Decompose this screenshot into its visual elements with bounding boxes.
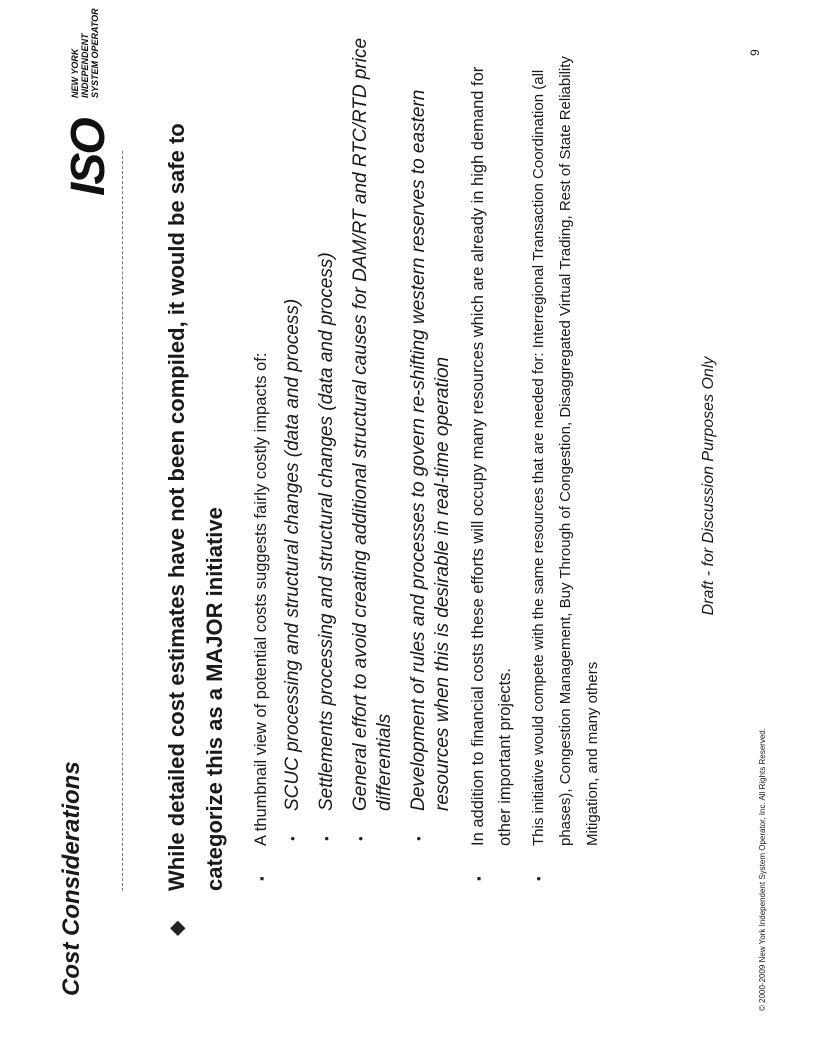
bullet-text: In addition to financial costs these efforts will occupy many resources which are already in high demand for other important projects. [469,66,514,846]
nyiso-logo [62,0,124,196]
bullet-level3 [315,36,339,936]
bullet-level1 [158,36,234,936]
logo-tagline-line: NEW YORK [70,48,80,98]
logo-tagline [70,0,100,98]
dot-bullet-icon: • [531,876,546,881]
bullet-text: SCUC processing and structural changes (data and process) [282,298,303,811]
logo-mark: ISO [62,119,115,196]
draft-note: Draft - for Discussion Purposes Only [700,356,717,616]
dot-bullet-icon: • [319,836,334,841]
bullet-level2 [465,36,519,936]
bullet-text: General effort to avoid creating additional structural causes for DAM/RT and RTC/RTD price differentials [350,37,395,811]
bullet-text: Settlements processing and structural changes (data and process) [316,252,337,811]
page-number: 9 [748,49,762,56]
square-bullet-icon: ▪ [254,876,269,881]
copyright-notice: © 2000-2009 New York Independent System Operator, Inc. All Rights Reserved. [758,728,767,1011]
bullet-level3 [349,36,397,936]
logo-tagline-line: SYSTEM OPERATOR [90,8,100,98]
logo-tagline-line: INDEPENDENT [80,33,90,98]
bullet-text: Development of rules and processes to govern re-shifting western reserves to eastern resources when this is desirable in real-time operation [408,89,453,811]
bullet-level2 [525,36,606,936]
bullet-level2 [248,36,275,936]
bullet-level3 [281,36,305,936]
dot-bullet-icon: • [411,836,426,841]
bullet-text: This initiative would compete with the same resources that are needed for: Interregional Transaction Coordination (all phases), Congestion Management, Buy Through of Congestion, Disaggregated Virtual Trading, Rest of State Reliability Mitigation, and many others [530,56,601,846]
bullet-text: A thumbnail view of potential costs suggests fairly costly impacts of: [252,352,270,846]
slide-body [158,36,612,936]
square-bullet-icon: ▪ [471,876,486,881]
bullet-text: While detailed cost estimates have not been compiled, it would be safe to categorize this as a MAJOR initiative [164,123,227,891]
slide-title: Cost Considerations [58,761,85,996]
title-divider [122,151,123,891]
bullet-level3 [407,36,455,936]
dot-bullet-icon: • [353,836,368,841]
diamond-bullet-icon: ◆ [166,920,188,936]
dot-bullet-icon: • [285,836,300,841]
